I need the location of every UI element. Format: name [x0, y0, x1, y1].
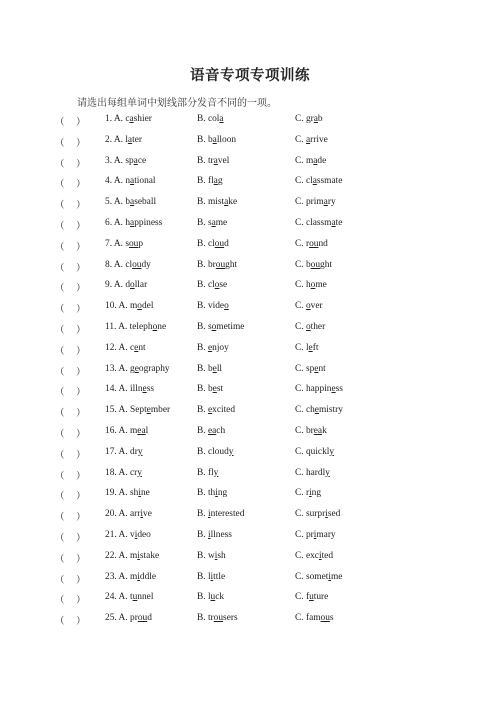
- option-b: B. mistake: [197, 197, 238, 208]
- underlined-letters: ou: [310, 259, 321, 270]
- option-a: 7. A. soup: [105, 238, 144, 249]
- answer-blank: （ ）: [55, 305, 86, 316]
- instruction-text: 请选出每组单词中划线部分发音不同的一项。: [77, 98, 277, 109]
- question-row: [0, 239, 500, 260]
- option-a: 24. A. tunnel: [105, 592, 154, 603]
- option-c: C. round: [295, 238, 328, 249]
- underlined-letters: a: [213, 155, 218, 166]
- underlined-letters: i: [313, 529, 317, 540]
- option-b: B. close: [197, 280, 228, 291]
- underlined-letters: i: [207, 509, 211, 520]
- answer-blank: （ ）: [55, 242, 86, 253]
- question-row: [0, 218, 500, 239]
- option-c: C. famous: [295, 613, 334, 624]
- option-b: B. best: [197, 384, 224, 395]
- question-row: [0, 572, 500, 593]
- option-b: B. cloudy: [197, 446, 234, 457]
- underlined-letters: o: [137, 301, 142, 312]
- question-row: [0, 114, 500, 135]
- underlined-letters: o: [305, 301, 311, 312]
- answer-blank: （ ）: [55, 492, 86, 503]
- answer-blank: （ ）: [55, 471, 86, 482]
- underlined-letters: e: [331, 384, 336, 395]
- underlined-letters: e: [308, 342, 313, 353]
- underlined-letters: o: [305, 321, 311, 332]
- option-b: B. bell: [197, 363, 223, 374]
- underlined-letters: i: [140, 509, 144, 520]
- question-row: [0, 176, 500, 197]
- underlined-letters: i: [214, 550, 218, 561]
- option-c: C. excited: [295, 550, 334, 561]
- answer-blank: （ ）: [55, 118, 86, 128]
- option-b: B. wish: [197, 550, 226, 561]
- question-row: [0, 551, 500, 572]
- option-c: C. break: [295, 425, 327, 436]
- page-title: 语音专项专项训练: [190, 68, 310, 84]
- underlined-letters: e: [142, 384, 147, 395]
- answer-blank: （ ）: [55, 409, 86, 420]
- option-c: C. home: [295, 280, 327, 291]
- option-a: 2. A. later: [105, 134, 142, 145]
- option-b: B. fly: [197, 467, 219, 478]
- underlined-letters: e: [212, 363, 217, 374]
- option-b: B. illness: [197, 529, 232, 540]
- underlined-letters: ou: [215, 259, 226, 270]
- answer-blank: （ ）: [55, 367, 86, 378]
- question-row: [0, 613, 500, 634]
- option-b: B. each: [197, 425, 226, 436]
- option-a: 16. A. meal: [105, 425, 149, 436]
- underlined-letters: i: [138, 488, 141, 499]
- underlined-letters: i: [134, 529, 138, 540]
- option-b: B. sometime: [197, 321, 245, 332]
- option-a: 13. A. geography: [105, 363, 170, 374]
- underlined-letters: e: [314, 363, 319, 374]
- answer-blank: （ ）: [55, 201, 86, 212]
- option-c: C. spent: [295, 363, 326, 374]
- underlined-letters: y: [228, 446, 234, 457]
- option-a: 20. A. arrive: [105, 509, 152, 520]
- underlined-letters: e: [207, 405, 213, 416]
- answer-blank: （ ）: [55, 429, 86, 440]
- underlined-letters: i: [137, 550, 140, 561]
- question-list: [0, 114, 500, 634]
- option-b: B. flag: [197, 176, 223, 187]
- option-b: B. thing: [197, 488, 228, 499]
- option-a: 4. A. national: [105, 176, 156, 187]
- option-c: C. other: [295, 321, 326, 332]
- underlined-letters: o: [152, 321, 158, 332]
- option-a: 18. A. cry: [105, 467, 142, 478]
- underlined-letters: u: [210, 592, 216, 603]
- option-c: C. future: [295, 592, 329, 603]
- underlined-letters: y: [137, 467, 142, 478]
- question-row: [0, 384, 500, 405]
- answer-blank: （ ）: [55, 284, 86, 295]
- underlined-letters: ou: [309, 238, 319, 249]
- option-a: 19. A. shine: [105, 488, 150, 499]
- option-b: B. travel: [197, 155, 230, 166]
- option-a: 10. A. model: [105, 301, 154, 312]
- option-a: 1. A. cashier: [105, 114, 152, 124]
- answer-blank: （ ）: [55, 159, 86, 170]
- underlined-letters: a: [219, 114, 224, 124]
- option-a: 11. A. telephone: [105, 321, 167, 332]
- option-b: B. trousers: [197, 613, 238, 624]
- question-row: [0, 364, 500, 385]
- answer-blank: （ ）: [55, 388, 86, 399]
- question-row: [0, 530, 500, 551]
- underlined-letters: a: [133, 155, 138, 166]
- question-row: [0, 156, 500, 177]
- question-row: [0, 322, 500, 343]
- answer-blank: （ ）: [55, 346, 86, 357]
- underlined-letters: o: [224, 301, 229, 312]
- underlined-letters: i: [210, 571, 214, 582]
- underlined-letters: a: [212, 134, 217, 145]
- question-row: [0, 135, 500, 156]
- underlined-letters: o: [130, 280, 135, 291]
- option-b: B. excited: [197, 405, 236, 416]
- underlined-letters: ea: [207, 425, 217, 436]
- option-a: 25. A. proud: [105, 613, 152, 624]
- underlined-letters: a: [323, 197, 328, 208]
- answer-blank: （ ）: [55, 450, 86, 461]
- option-c: C. classmate: [295, 217, 343, 228]
- answer-blank: （ ）: [55, 533, 86, 544]
- option-a: 12. A. cent: [105, 342, 146, 353]
- question-row: [0, 280, 500, 301]
- answer-blank: （ ）: [55, 596, 86, 607]
- underlined-letters: ou: [214, 238, 225, 249]
- underlined-letters: ou: [128, 238, 139, 249]
- underlined-letters: o: [211, 321, 217, 332]
- underlined-letters: a: [313, 114, 318, 124]
- underlined-letters: o: [214, 280, 220, 291]
- option-a: 21. A. video: [105, 529, 151, 540]
- option-c: C. over: [295, 301, 323, 312]
- option-a: 15. A. September: [105, 405, 171, 416]
- question-row: [0, 509, 500, 530]
- question-row: [0, 447, 500, 468]
- underlined-letters: y: [325, 467, 330, 478]
- answer-blank: （ ）: [55, 617, 86, 628]
- underlined-letters: i: [207, 529, 211, 540]
- option-c: C. ring: [295, 488, 322, 499]
- option-a: 23. A. middle: [105, 571, 157, 582]
- option-a: 5. A. baseball: [105, 197, 157, 208]
- option-b: B. cola: [197, 114, 224, 124]
- option-a: 14. A. illness: [105, 384, 154, 395]
- underlined-letters: e: [207, 342, 213, 353]
- underlined-letters: ou: [132, 259, 142, 270]
- answer-blank: （ ）: [55, 513, 86, 524]
- underlined-letters: ou: [137, 613, 148, 624]
- underlined-letters: a: [224, 197, 229, 208]
- option-b: B. enjoy: [197, 342, 229, 353]
- option-c: C. quickly: [295, 446, 335, 457]
- underlined-letters: i: [328, 571, 331, 582]
- underlined-letters: a: [130, 176, 135, 187]
- question-row: [0, 405, 500, 426]
- option-a: 6. A. happiness: [105, 217, 163, 228]
- option-b: B. same: [197, 217, 228, 228]
- answer-blank: （ ）: [55, 554, 86, 565]
- option-a: 22. A. mistake: [105, 550, 160, 561]
- option-b: B. luck: [197, 592, 225, 603]
- option-c: C. chemistry: [295, 405, 343, 416]
- underlined-letters: u: [309, 592, 314, 603]
- answer-blank: （ ）: [55, 180, 86, 191]
- underlined-letters: i: [137, 571, 140, 582]
- option-c: C. happiness: [295, 384, 343, 395]
- underlined-letters: a: [130, 197, 135, 208]
- question-row: [0, 468, 500, 489]
- option-c: C. primary: [295, 529, 336, 540]
- underlined-letters: a: [305, 134, 311, 145]
- option-b: B. cloud: [197, 238, 229, 249]
- underlined-letters: e: [134, 342, 139, 353]
- underlined-letters: i: [215, 488, 218, 499]
- underlined-letters: a: [312, 176, 317, 187]
- option-a: 3. A. space: [105, 155, 147, 166]
- option-c: C. arrive: [295, 134, 328, 145]
- underlined-letters: a: [213, 176, 218, 187]
- option-c: C. hardly: [295, 467, 330, 478]
- option-c: C. primary: [295, 197, 336, 208]
- underlined-letters: u: [132, 592, 138, 603]
- option-a: 17. A. dry: [105, 446, 143, 457]
- answer-blank: （ ）: [55, 221, 86, 232]
- underlined-letters: a: [127, 134, 133, 145]
- answer-blank: （ ）: [55, 263, 86, 274]
- question-row: [0, 197, 500, 218]
- option-c: C. bought: [295, 259, 332, 270]
- question-row: [0, 260, 500, 281]
- underlined-letters: ea: [137, 425, 146, 436]
- underlined-letters: y: [329, 446, 335, 457]
- option-c: C. classmate: [295, 176, 343, 187]
- underlined-letters: a: [129, 114, 134, 124]
- option-b: B. video: [197, 301, 229, 312]
- option-c: C. sometime: [295, 571, 343, 582]
- question-row: [0, 426, 500, 447]
- question-row: [0, 301, 500, 322]
- underlined-letters: ou: [320, 613, 330, 624]
- underlined-letters: a: [130, 217, 135, 228]
- option-c: C. made: [295, 155, 327, 166]
- option-b: B. interested: [197, 509, 245, 520]
- underlined-letters: e: [134, 363, 139, 374]
- question-row: [0, 592, 500, 613]
- option-c: C. surprised: [295, 509, 341, 520]
- option-a: 8. A. cloudy: [105, 259, 151, 270]
- underlined-letters: a: [211, 217, 216, 228]
- underlined-letters: o: [310, 280, 316, 291]
- option-b: B. little: [197, 571, 226, 582]
- underlined-letters: i: [325, 509, 328, 520]
- underlined-letters: a: [331, 217, 336, 228]
- underlined-letters: i: [318, 550, 322, 561]
- option-b: B. brought: [197, 259, 238, 270]
- question-row: [0, 488, 500, 509]
- underlined-letters: y: [213, 467, 219, 478]
- question-row: [0, 343, 500, 364]
- option-c: C. left: [295, 342, 319, 353]
- underlined-letters: y: [137, 446, 143, 457]
- answer-blank: （ ）: [55, 575, 86, 586]
- underlined-letters: ea: [313, 425, 323, 436]
- underlined-letters: a: [313, 155, 318, 166]
- underlined-letters: ou: [213, 613, 224, 624]
- answer-blank: （ ）: [55, 138, 86, 149]
- underlined-letters: i: [309, 488, 312, 499]
- answer-blank: （ ）: [55, 325, 86, 336]
- option-c: C. grab: [295, 114, 323, 124]
- option-b: B. balloon: [197, 134, 237, 145]
- underlined-letters: e: [146, 405, 151, 416]
- underlined-letters: e: [314, 405, 319, 416]
- option-a: 9. A. dollar: [105, 280, 148, 291]
- underlined-letters: e: [212, 384, 217, 395]
